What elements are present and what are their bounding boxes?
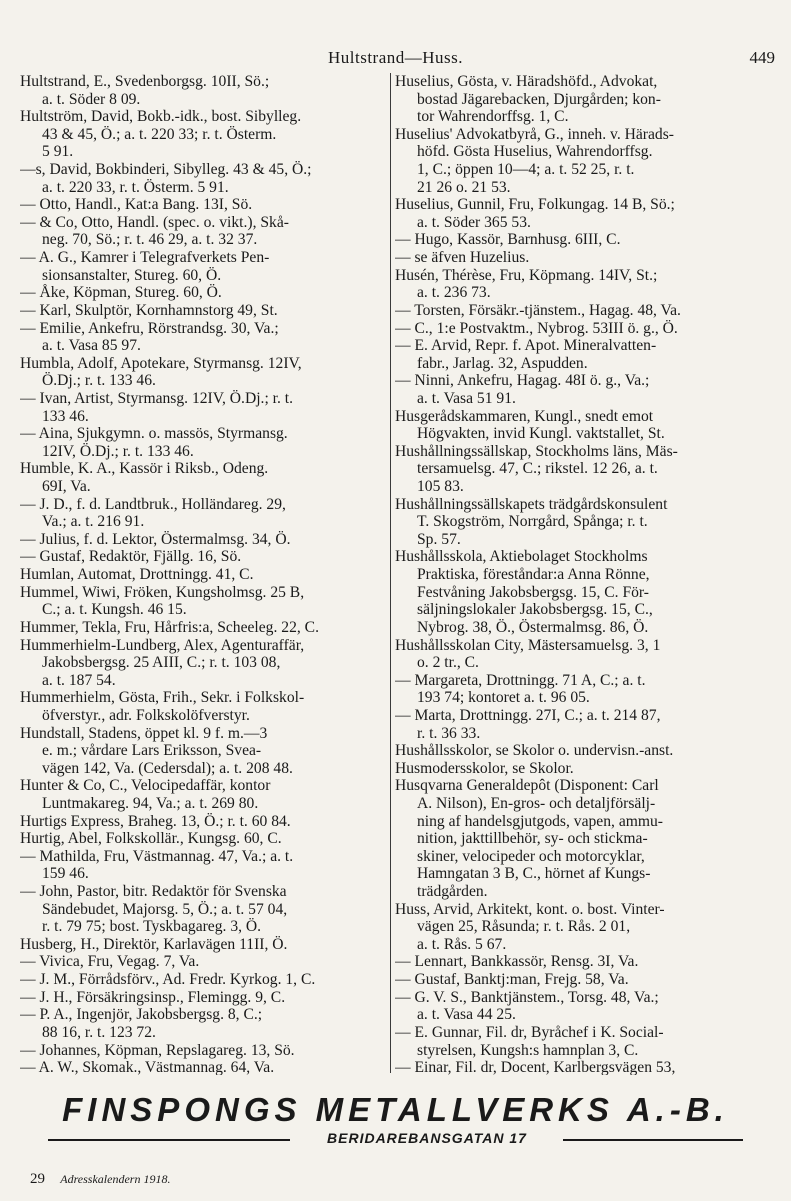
- address-rule-left: [48, 1139, 290, 1141]
- directory-entry-line: —s, David, Bokbinderi, Sibylleg. 43 & 45, Ö.;: [20, 161, 312, 179]
- directory-entry-line: r. t. 36 33.: [417, 724, 481, 742]
- directory-entry-line: Huselius, Gunnil, Fru, Folkungag. 14 B, Sö.;: [395, 196, 675, 214]
- directory-entry-line: Husgerådskammaren, Kungl., snedt emot: [395, 407, 654, 425]
- directory-entry-line: A. Nilson), En-gros- och detaljförsälj-: [417, 794, 656, 812]
- footer-publication: Adresskalendern 1918.: [60, 1172, 171, 1186]
- directory-entry-line: 133 46.: [42, 407, 89, 425]
- directory-entry-line: Husqvarna Generaldepôt (Disponent: Carl: [395, 777, 659, 795]
- directory-entry-line: Va.; a. t. 216 91.: [42, 513, 145, 531]
- directory-entry-line: — John, Pastor, bitr. Redaktör för Svenska: [20, 883, 287, 901]
- directory-entry-line: nition, jakttillbehör, sy- och stickma-: [417, 830, 648, 848]
- directory-entry-line: — Emilie, Ankefru, Rörstrandsg. 30, Va.;: [20, 319, 279, 337]
- directory-entry-line: — A. W., Skomak., Västmannag. 64, Va.: [20, 1059, 275, 1075]
- directory-entry-line: Husberg, H., Direktör, Karlavägen 11II, Ö.: [20, 935, 288, 953]
- directory-entry-line: Nybrog. 38, Ö., Östermalmsg. 86, Ö.: [417, 618, 649, 636]
- directory-entry-line: Hushållsskolan City, Mästersamuelsg. 3, 1: [395, 636, 661, 654]
- directory-entry-line: Hultström, David, Bokb.-idk., bost. Sibylleg.: [20, 108, 302, 126]
- directory-entry-line: tor Wahrendorffsg. 1, C.: [417, 108, 569, 126]
- advertisement-banner: [18, 1092, 773, 1150]
- directory-entry-line: — J. H., Försäkringsinsp., Flemingg. 9, C.: [20, 988, 286, 1006]
- directory-entry-line: Humble, K. A., Kassör i Riksb., Odeng.: [20, 460, 269, 478]
- directory-entry-line: neg. 70, Sö.; r. t. 46 29, a. t. 32 37.: [42, 231, 258, 249]
- directory-entry-line: Hunter & Co, C., Velocipedaffär, kontor: [20, 777, 271, 795]
- directory-entry-line: 105 83.: [417, 478, 464, 496]
- directory-entry-line: 5 91.: [42, 143, 74, 161]
- directory-entry-line: — se äfven Huzelius.: [395, 249, 530, 267]
- directory-entry-line: Hamngatan 3 B, C., hörnet af Kungs-: [417, 865, 651, 883]
- directory-entry-line: Hummel, Wiwi, Fröken, Kungsholmsg. 25 B,: [20, 583, 305, 601]
- column-divider: [390, 73, 391, 1073]
- directory-entry-line: Hushållsskola, Aktiebolaget Stockholms: [395, 548, 648, 566]
- directory-entry-line: a. t. 236 73.: [417, 284, 491, 302]
- directory-entry-line: — Karl, Skulptör, Kornhamnstorg 49, St.: [20, 301, 278, 319]
- advertiser-name: FINSPONGS METALLVERKS A.-B.: [62, 1091, 729, 1128]
- directory-entry-line: — Vivica, Fru, Vegag. 7, Va.: [20, 953, 200, 971]
- directory-entry-line: 1, C.; öppen 10—4; a. t. 52 25, r. t.: [417, 161, 635, 179]
- directory-entry-line: Huss, Arvid, Arkitekt, kont. o. bost. Vinter-: [395, 900, 665, 918]
- address-rule-right: [563, 1139, 743, 1141]
- directory-entry-line: a. t. Söder 8 09.: [42, 90, 141, 108]
- directory-entry-line: Jakobsbergsg. 25 AIII, C.; r. t. 103 08,: [42, 654, 281, 672]
- left-column: [20, 73, 390, 1075]
- directory-entry-line: 12IV, Ö.Dj.; r. t. 133 46.: [42, 442, 194, 460]
- directory-entry-line: — Ivan, Artist, Styrmansg. 12IV, Ö.Dj.; r. t.: [20, 389, 294, 407]
- directory-entry-line: Ö.Dj.; r. t. 133 46.: [42, 372, 156, 390]
- directory-entry-line: — Gustaf, Banktj:man, Frejg. 58, Va.: [395, 971, 629, 989]
- directory-entry-line: styrelsen, Kungsh:s hamnplan 3, C.: [417, 1041, 639, 1059]
- directory-entry-line: Hundstall, Stadens, öppet kl. 9 f. m.—3: [20, 724, 268, 742]
- directory-entry-line: säljningslokaler Jakobsbergsg. 15, C.,: [417, 601, 653, 619]
- directory-entry-line: Luntmakareg. 94, Va.; a. t. 269 80.: [42, 794, 259, 812]
- directory-entry-line: o. 2 tr., C.: [417, 654, 479, 672]
- directory-entry-line: — Mathilda, Fru, Västmannag. 47, Va.; a. t.: [20, 847, 294, 865]
- directory-entry-line: 88 16, r. t. 123 72.: [42, 1023, 156, 1041]
- directory-entry-line: a. t. 220 33, r. t. Österm. 5 91.: [42, 178, 229, 196]
- directory-entry-line: vägen 142, Va. (Cedersdal); a. t. 208 48.: [42, 759, 293, 777]
- directory-entry-line: 69I, Va.: [42, 478, 91, 496]
- directory-entry-line: vägen 25, Råsunda; r. t. Rås. 2 01,: [417, 918, 631, 936]
- directory-entry-line: — C., 1:e Postvaktm., Nybrog. 53III ö. g., Ö.: [395, 319, 678, 337]
- directory-entry-line: a. t. 187 54.: [42, 671, 116, 689]
- directory-entry-line: — Gustaf, Redaktör, Fjällg. 16, Sö.: [20, 548, 242, 566]
- directory-entry-line: 43 & 45, Ö.; a. t. 220 33; r. t. Österm.: [42, 125, 277, 143]
- directory-entry-line: Hummer, Tekla, Fru, Hårfris:a, Scheeleg. 22, C.: [20, 618, 319, 636]
- directory-entry-line: Husén, Thérèse, Fru, Köpmang. 14IV, St.;: [395, 266, 658, 284]
- directory-entry-line: Högvakten, invid Kungl. vaktstallet, St.: [417, 425, 665, 443]
- directory-entry-line: — Johannes, Köpman, Repslagareg. 13, Sö.: [20, 1041, 295, 1059]
- directory-entry-line: Hultstrand, E., Svedenborgsg. 10II, Sö.;: [20, 73, 270, 90]
- directory-entry-line: fabr., Jarlag. 32, Aspudden.: [417, 354, 588, 372]
- directory-entry-line: trädgården.: [417, 883, 488, 901]
- directory-entry-line: a. t. Vasa 44 25.: [417, 1006, 516, 1024]
- directory-entry-line: Husmodersskolor, se Skolor.: [395, 759, 574, 777]
- directory-entry-line: — E. Arvid, Repr. f. Apot. Mineralvatten-: [395, 337, 657, 355]
- directory-entry-line: skiner, velocipeder och motorcyklar,: [417, 847, 645, 865]
- directory-entry-line: Humbla, Adolf, Apotekare, Styrmansg. 12IV,: [20, 354, 302, 372]
- directory-columns: [20, 73, 788, 1075]
- directory-entry-line: — Åke, Köpman, Stureg. 60, Ö.: [20, 284, 222, 302]
- directory-entry-line: — A. G., Kamrer i Telegrafverkets Pen-: [20, 249, 270, 267]
- advertiser-address: BERIDAREBANSGATAN 17: [327, 1130, 527, 1146]
- page-title: Hultstrand—Huss.: [327, 48, 464, 67]
- directory-entry-line: 193 74; kontoret a. t. 96 05.: [417, 689, 590, 707]
- directory-entry-line: Sändebudet, Majorsg. 5, Ö.; a. t. 57 04,: [42, 900, 288, 918]
- directory-entry-line: — Otto, Handl., Kat:a Bang. 13I, Sö.: [20, 196, 253, 214]
- directory-entry-line: Huselius, Gösta, v. Häradshöfd., Advokat,: [395, 73, 658, 90]
- directory-entry-line: — Margareta, Drottningg. 71 A, C.; a. t.: [395, 671, 646, 689]
- directory-entry-line: C.; a. t. Kungsh. 46 15.: [42, 601, 187, 619]
- directory-entry-line: Hushållsskolor, se Skolor o. undervisn.-anst.: [395, 742, 674, 760]
- directory-entry-line: bostad Jägarebacken, Djurgården; kon-: [417, 90, 661, 108]
- directory-entry-line: Huselius' Advokatbyrå, G., inneh. v. Härads-: [395, 125, 674, 143]
- directory-entry-line: — Julius, f. d. Lektor, Östermalmsg. 34, Ö.: [20, 530, 291, 548]
- directory-entry-line: — E. Gunnar, Fil. dr, Byråchef i K. Social-: [395, 1023, 664, 1041]
- directory-entry-line: Hushållningssällskap, Stockholms läns, Mäs-: [395, 442, 678, 460]
- directory-entry-line: — Einar, Fil. dr, Docent, Karlbergsvägen 53,: [395, 1059, 676, 1075]
- directory-entry-line: a. t. Rås. 5 67.: [417, 935, 507, 953]
- directory-entry-line: a. t. Söder 365 53.: [417, 213, 531, 231]
- directory-entry-line: r. t. 79 75; bost. Tyskbagareg. 3, Ö.: [42, 918, 262, 936]
- page-footer: [30, 1171, 170, 1188]
- directory-entry-line: Festvåning Jakobsbergsg. 15, C. För-: [417, 583, 650, 601]
- directory-entry-line: — Ninni, Ankefru, Hagag. 48I ö. g., Va.;: [395, 372, 650, 390]
- directory-entry-line: Humlan, Automat, Drottningg. 41, C.: [20, 566, 254, 584]
- directory-entry-line: — Hugo, Kassör, Barnhusg. 6III, C.: [395, 231, 621, 249]
- right-column: [395, 73, 788, 1075]
- directory-entry-line: a. t. Vasa 85 97.: [42, 337, 141, 355]
- directory-entry-line: — Aina, Sjukgymn. o. massös, Styrmansg.: [20, 425, 288, 443]
- directory-entry-line: — & Co, Otto, Handl. (spec. o. vikt.), Skå-: [20, 213, 289, 231]
- directory-entry-line: Hushållningssällskapets trädgårdskonsulent: [395, 495, 668, 513]
- directory-entry-line: sionsanstalter, Stureg. 60, Ö.: [42, 266, 222, 284]
- footer-signature-number: 29: [30, 1171, 45, 1187]
- directory-entry-line: — Lennart, Bankkassör, Rensg. 3I, Va.: [395, 953, 639, 971]
- directory-entry-line: — Marta, Drottningg. 27I, C.; a. t. 214 87,: [395, 706, 661, 724]
- page-header: [0, 48, 791, 72]
- directory-entry-line: 21 26 o. 21 53.: [417, 178, 511, 196]
- directory-entry-line: — P. A., Ingenjör, Jakobsbergsg. 8, C.;: [20, 1006, 263, 1024]
- directory-entry-line: tersamuelsg. 47, C.; rikstel. 12 26, a. t.: [417, 460, 658, 478]
- directory-entry-line: Sp. 57.: [417, 530, 461, 548]
- directory-entry-line: — Torsten, Försäkr.-tjänstem., Hagag. 48, Va.: [395, 301, 681, 319]
- directory-entry-line: Hummerhielm, Gösta, Frih., Sekr. i Folkskol-: [20, 689, 305, 707]
- directory-entry-line: Hummerhielm-Lundberg, Alex, Agenturaffär,: [20, 636, 305, 654]
- directory-entry-line: — J. D., f. d. Landtbruk., Holländareg. 29,: [20, 495, 286, 513]
- directory-entry-line: Praktiska, föreståndar:a Anna Rönne,: [417, 566, 650, 584]
- directory-entry-line: Hurtigs Express, Braheg. 13, Ö.; r. t. 60 84.: [20, 812, 291, 830]
- directory-entry-line: T. Skogström, Norrgård, Spånga; r. t.: [417, 513, 648, 531]
- directory-entry-line: e. m.; vårdare Lars Eriksson, Svea-: [42, 742, 262, 760]
- directory-entry-line: 159 46.: [42, 865, 89, 883]
- directory-entry-line: öfverstyr., adr. Folkskolöfverstyr.: [42, 706, 250, 724]
- page-number: 449: [749, 48, 775, 67]
- directory-entry-line: ning af handelsgjutgods, vapen, ammu-: [417, 812, 663, 830]
- directory-entry-line: — G. V. S., Banktjänstem., Torsg. 48, Va.;: [395, 988, 659, 1006]
- directory-entry-line: — J. M., Förrådsförv., Ad. Fredr. Kyrkog. 1, C.: [20, 971, 316, 989]
- advertiser-address-row: [18, 1130, 773, 1150]
- directory-entry-line: höfd. Gösta Huselius, Wahrendorffsg.: [417, 143, 653, 161]
- directory-entry-line: Hurtig, Abel, Folkskollär., Kungsg. 60, C.: [20, 830, 282, 848]
- directory-entry-line: a. t. Vasa 51 91.: [417, 389, 516, 407]
